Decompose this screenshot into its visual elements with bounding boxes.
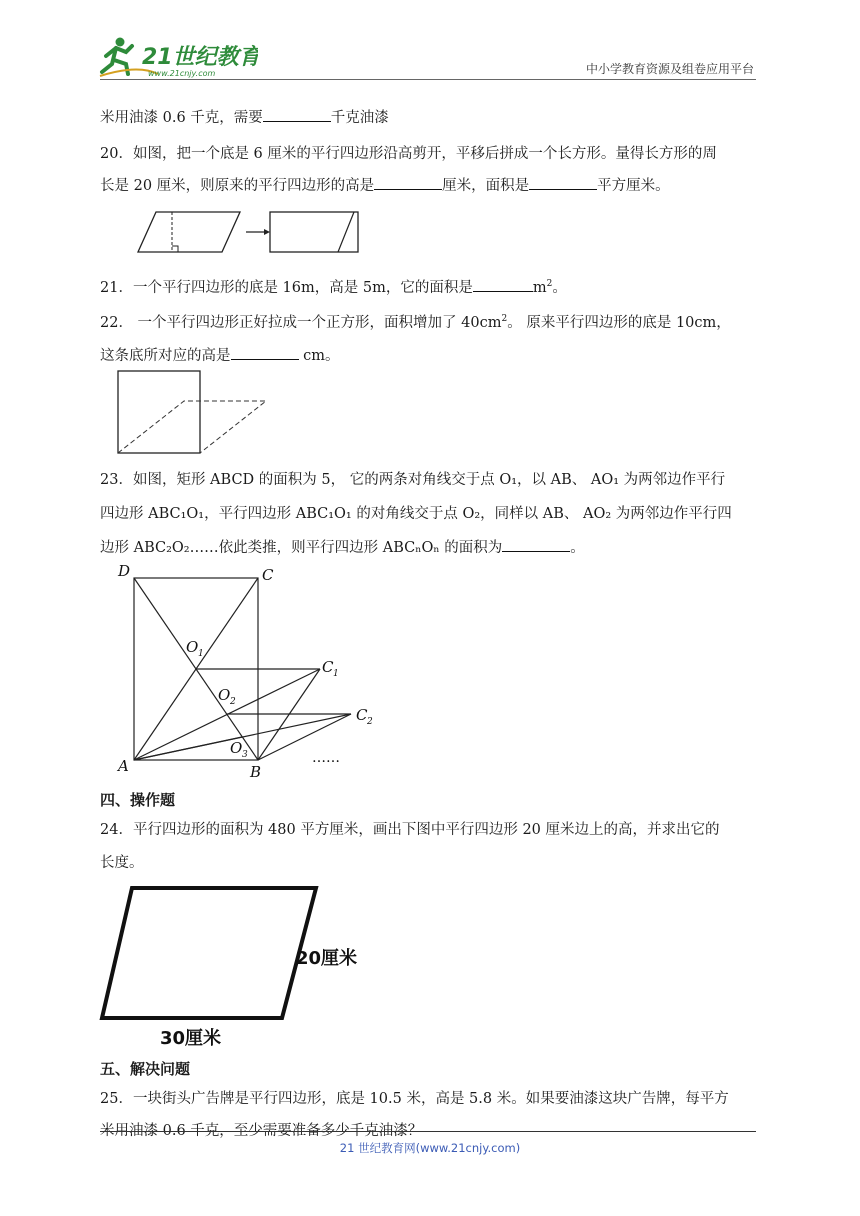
header-platform-text: 中小学教育资源及组卷应用平台	[585, 62, 754, 76]
q23-figure	[110, 560, 390, 782]
q22-line2	[100, 344, 339, 365]
q19-tail-line	[100, 106, 389, 127]
q24-base-label: 30厘米	[160, 1028, 222, 1049]
q22-figure	[114, 368, 274, 456]
q23-label-b: B	[250, 763, 262, 781]
site-logo	[98, 34, 258, 80]
q21-unit-sup: 2	[546, 279, 553, 290]
section-5-title: 五、解决问题	[100, 1060, 191, 1078]
q24-figure	[96, 880, 386, 1050]
q23-label-o1: O	[186, 638, 199, 656]
q19-text-b: 千克油漆	[330, 110, 389, 126]
footer-link[interactable]: 21 世纪教育网(www.21cnjy.com)	[339, 1141, 521, 1155]
q23-label-a: A	[118, 757, 129, 775]
q22-line1	[100, 311, 731, 332]
q21-text-a: 21．一个平行四边形的底是 16m，高是 5m，它的面积是	[100, 280, 473, 296]
q23-text-b: 。	[570, 540, 585, 556]
q21-end: 。	[552, 280, 567, 296]
q23-answer-blank[interactable]	[502, 537, 570, 552]
q24-line2: 长度。	[100, 855, 144, 871]
q19-text-a: 米用油漆 0.6 千克，需要	[100, 110, 263, 126]
q20-rectangle	[270, 212, 358, 252]
q23-a-o3	[134, 737, 242, 760]
q23-label-d: D	[118, 562, 131, 580]
q24-side-label: 20厘米	[296, 948, 358, 969]
q21-unit: m	[532, 280, 547, 296]
q23-text-a: 边形 ABC₂O₂……依此类推，则平行四边形 ABCₙOₙ 的面积为	[100, 540, 503, 556]
q25-line2: 米用油漆 0.6 千克，至少需要准备多少千克油漆？	[100, 1123, 423, 1139]
q22-text-a: 22． 一个平行四边形正好拉成一个正方形，面积增加了 40cm	[100, 315, 502, 331]
q23-label-o3-sub: 3	[242, 750, 248, 760]
q20-text-a: 长是 20 厘米，则原来的平行四边形的高是	[100, 178, 375, 194]
q23-label-o2: O	[218, 686, 231, 704]
q22-sup: 2	[501, 314, 508, 325]
section-4-title: 四、操作题	[100, 791, 176, 809]
q24-parallelogram	[102, 888, 316, 1018]
q20-figure	[136, 208, 366, 256]
q20-line2	[100, 174, 670, 195]
q22-text-b: 。 原来平行四边形的底是 10cm，	[507, 315, 731, 331]
q20-text-c: 平方厘米。	[597, 178, 670, 194]
q22-line2-a: 这条底所对应的高是	[100, 348, 231, 364]
q22-answer-blank[interactable]	[231, 345, 299, 360]
q23-label-c2-sub: 2	[367, 717, 373, 727]
q20-line1: 20．如图，把一个底是 6 厘米的平行四边形沿高剪开，平移后拼成一个长方形。量得长方形的周	[100, 146, 717, 162]
q22-square	[118, 371, 200, 453]
q20-cut-line	[338, 212, 354, 252]
q20-text-b: 厘米，面积是	[442, 178, 530, 194]
q21-line	[100, 276, 567, 297]
header-divider	[100, 79, 756, 80]
q23-label-c1-sub: 1	[333, 669, 339, 679]
q25-line1: 25．一块街头广告牌是平行四边形，底是 10.5 米，高是 5.8 米。如果要油漆这块广告牌，每平方	[100, 1091, 729, 1107]
q23-label-o1-sub: 1	[198, 649, 204, 659]
q20-height-blank[interactable]	[374, 175, 442, 190]
q20-arrow-head	[264, 229, 270, 235]
q23-label-o2-sub: 2	[230, 697, 236, 707]
q23-label-o3: O	[230, 739, 243, 757]
q23-line3	[100, 536, 585, 557]
q23-label-c: C	[262, 566, 274, 584]
q20-parallelogram	[138, 212, 240, 252]
q23-label-c2: C	[356, 706, 368, 724]
q23-ellipsis: ……	[312, 750, 340, 766]
footer-divider	[100, 1131, 756, 1132]
svg-text:www.21cnjy.com: www.21cnjy.com	[148, 69, 216, 78]
q19-answer-blank[interactable]	[263, 107, 331, 122]
q20-area-blank[interactable]	[529, 175, 597, 190]
q23-line2: 四边形 ABC₁O₁，平行四边形 ABC₁O₁ 的对角线交于点 O₂，同样以 AB、 AO₂ 为两邻边作平行四	[100, 506, 732, 522]
q23-label-c1: C	[322, 658, 334, 676]
q23-line1: 23．如图，矩形 ABCD 的面积为 5， 它的两条对角线交于点 O₁，以 AB、 AO₁ 为两邻边作平行	[100, 472, 726, 488]
svg-text:21世纪教育: 21世纪教育	[142, 45, 258, 70]
q24-line1: 24．平行四边形的面积为 480 平方厘米，画出下图中平行四边形 20 厘米边上的高，并求出它的	[100, 822, 720, 838]
q21-answer-blank[interactable]	[473, 277, 533, 292]
q22-line2-b: cm。	[298, 348, 340, 364]
q20-right-angle	[172, 246, 178, 252]
q22-dashed-parallelogram	[118, 401, 266, 453]
